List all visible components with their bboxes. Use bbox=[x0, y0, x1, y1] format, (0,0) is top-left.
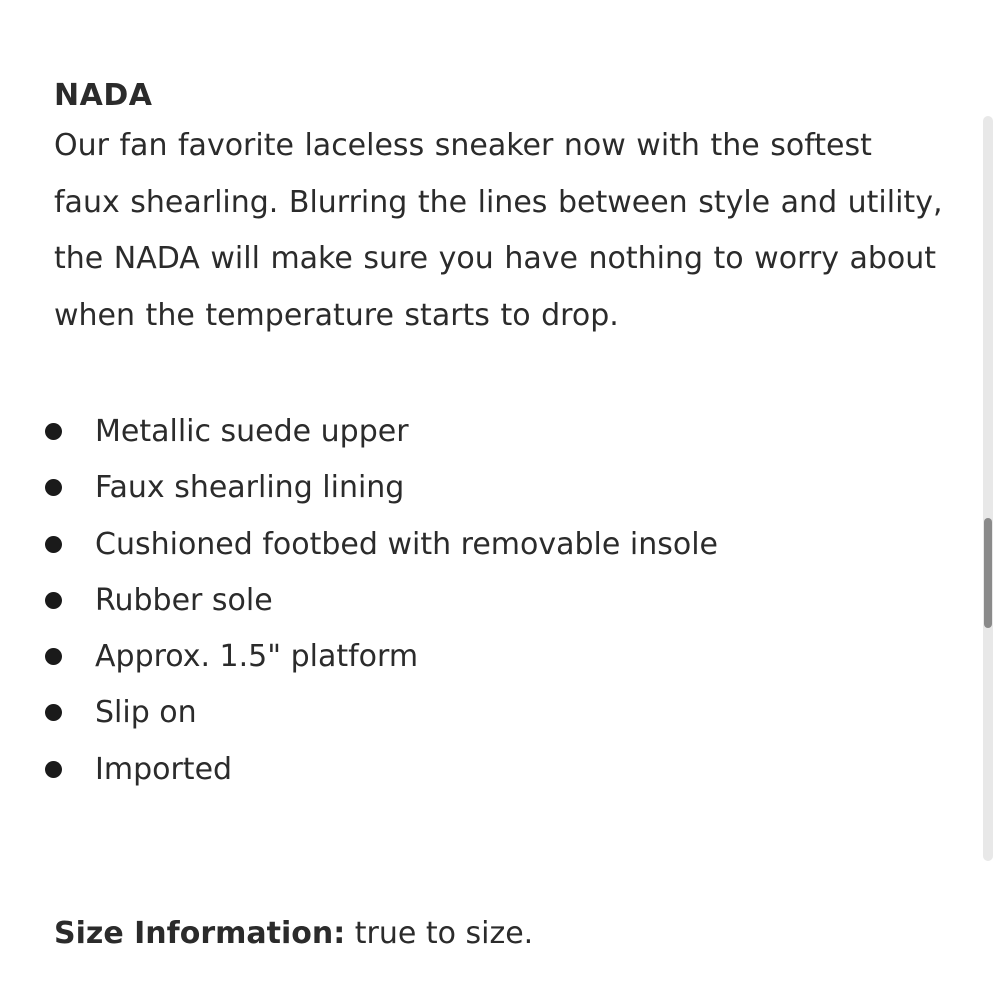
list-item bbox=[0, 517, 954, 573]
feature-text: Slip on bbox=[95, 695, 197, 731]
list-item bbox=[0, 685, 954, 741]
size-information bbox=[54, 912, 533, 956]
feature-text: Faux shearling lining bbox=[95, 470, 405, 506]
list-item bbox=[0, 404, 954, 460]
size-info-label: Size Information: bbox=[54, 916, 346, 951]
bullet-icon bbox=[45, 761, 62, 778]
bullet-icon bbox=[45, 536, 62, 553]
scrollbar-track[interactable] bbox=[983, 116, 993, 861]
feature-text: Approx. 1.5" platform bbox=[95, 639, 419, 675]
feature-list bbox=[0, 404, 954, 798]
product-description: Our fan favorite laceless sneaker now with the softest faux shearling. Blurring the lines between style and utility, the NADA will make sure you have nothing to worry about when the temperature starts to drop. bbox=[54, 128, 943, 333]
feature-text: Imported bbox=[95, 751, 233, 787]
feature-text: Rubber sole bbox=[95, 582, 273, 618]
size-info-value: true to size. bbox=[345, 916, 534, 951]
bullet-icon bbox=[45, 479, 62, 496]
feature-text: Metallic suede upper bbox=[95, 414, 409, 449]
feature-text: Cushioned footbed with removable insole bbox=[95, 526, 718, 562]
bullet-icon bbox=[45, 423, 62, 440]
bullet-icon bbox=[45, 592, 62, 609]
product-title: NADA bbox=[54, 78, 153, 113]
list-item bbox=[0, 629, 954, 685]
list-item bbox=[0, 573, 954, 629]
scrollbar-thumb[interactable] bbox=[984, 518, 992, 628]
bullet-icon bbox=[45, 704, 62, 721]
product-details bbox=[54, 76, 954, 798]
bullet-icon bbox=[45, 648, 62, 665]
list-item bbox=[0, 460, 954, 516]
list-item bbox=[0, 742, 954, 798]
